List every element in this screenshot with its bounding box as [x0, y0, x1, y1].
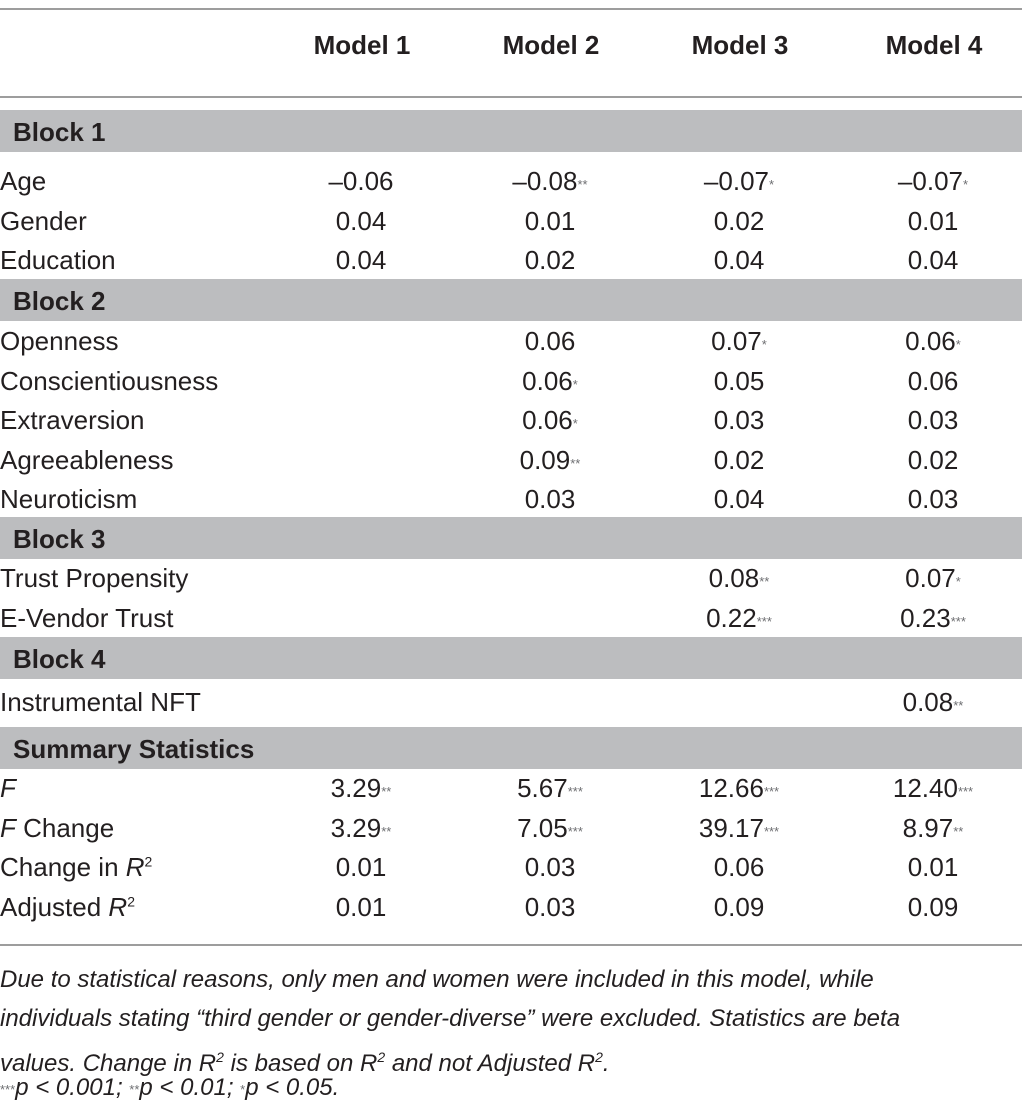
significance-marker: **	[953, 698, 964, 713]
table-note	[0, 960, 1010, 1083]
significance-marker: **	[577, 177, 588, 192]
row-label: Adjusted $R^2$	[0, 891, 135, 922]
significance-marker: *	[572, 376, 578, 392]
cell-model-3: –0.07*	[703, 166, 775, 196]
row-label: Conscientiousness	[0, 365, 219, 396]
significance-marker: ***	[756, 613, 772, 629]
significance-marker: ***	[763, 823, 780, 839]
table-row	[0, 886, 1022, 926]
cell-model-4: 0.09	[907, 891, 959, 922]
cell-model-3: 0.08**	[708, 563, 770, 593]
column-header-model-1: Model 1	[313, 30, 411, 60]
row-label: Education	[0, 245, 116, 276]
column-header-model-3: Model 3	[691, 30, 789, 60]
cell-model-1: 3.29**	[330, 773, 392, 803]
cell-model-2: –0.08**	[512, 166, 588, 196]
cell-model-4: 0.06	[907, 365, 959, 396]
cell-model-1: 0.04	[335, 205, 387, 236]
block-header	[0, 279, 1022, 321]
block-header	[0, 110, 1022, 152]
cell-model-4: 0.06*	[905, 326, 961, 356]
table-row	[0, 846, 1022, 886]
cell-model-3: 0.09	[713, 891, 765, 922]
significance-footnote: ***p < 0.001; **p < 0.01; *p < 0.05.	[0, 1074, 340, 1101]
significance-marker: **	[759, 574, 770, 589]
cell-model-4: 0.03	[907, 405, 959, 436]
block-title: Block 2	[13, 286, 106, 316]
significance-marker: *	[761, 337, 767, 352]
table-row	[0, 478, 1022, 518]
significance-marker: **	[381, 823, 392, 839]
cell-model-2: 5.67***	[517, 773, 583, 803]
significance-marker: *	[955, 574, 961, 589]
cell-model-2: 0.03	[524, 891, 576, 922]
table-row	[0, 360, 1022, 400]
bottom-rule	[0, 944, 1022, 946]
cell-model-4: 0.08**	[902, 687, 964, 717]
column-header-model-2: Model 2	[502, 30, 600, 60]
cell-model-1: 0.01	[335, 891, 387, 922]
cell-model-2: 0.06*	[522, 405, 578, 436]
note-line-3: values. Change in $R^2$ is based on $R^2$ and not Adjusted $R^2$.	[0, 1049, 610, 1077]
row-label: Neuroticism	[0, 484, 138, 515]
cell-model-1: 3.29**	[330, 812, 392, 843]
significance-marker: *	[572, 416, 578, 432]
row-label: Openness	[0, 326, 119, 356]
table-row	[0, 767, 1022, 807]
block-title: Summary Statistics	[13, 734, 255, 764]
cell-model-2: 0.06*	[522, 365, 578, 396]
row-label: Change in $R^2$	[0, 852, 153, 883]
table-row	[0, 597, 1022, 637]
cell-model-3: 12.66***	[698, 773, 780, 803]
cell-model-4: 0.07*	[905, 563, 961, 593]
block-title: Block 4	[13, 644, 106, 674]
cell-model-4: 0.01	[907, 205, 959, 236]
significance-marker: ***	[567, 784, 583, 799]
row-label: F Change	[0, 812, 115, 843]
cell-model-3: 0.02	[713, 205, 765, 236]
block-title: Block 1	[13, 117, 106, 147]
cell-model-1: 0.01	[335, 852, 387, 883]
cell-model-2: 0.03	[524, 484, 576, 515]
table-row	[0, 160, 1022, 200]
row-label: Extraversion	[0, 405, 145, 436]
cell-model-1: –0.06	[328, 166, 394, 196]
cell-model-2: 0.06	[524, 326, 576, 356]
table-row	[0, 399, 1022, 439]
significance-marker: ***	[567, 823, 583, 839]
significance-marker: ***	[950, 613, 966, 629]
row-label: Instrumental NFT	[0, 687, 201, 717]
cell-model-3: 0.05	[713, 365, 765, 396]
table-row	[0, 557, 1022, 597]
cell-model-3: 0.04	[713, 245, 765, 276]
cell-model-3: 0.06	[713, 852, 765, 883]
header-rule	[0, 96, 1022, 98]
significance-marker: ***	[763, 784, 780, 799]
table-row	[0, 320, 1022, 360]
row-label: Trust Propensity	[0, 563, 189, 593]
significance-marker: *	[963, 177, 969, 192]
significance-marker: *	[769, 177, 775, 192]
cell-model-2: 0.09**	[519, 444, 581, 475]
cell-model-1: 0.04	[335, 245, 387, 276]
cell-model-4: 12.40***	[892, 773, 974, 803]
cell-model-3: 0.03	[713, 405, 765, 436]
row-label: E-Vendor Trust	[0, 602, 174, 633]
cell-model-2: 0.03	[524, 852, 576, 883]
cell-model-4: 8.97**	[902, 812, 964, 843]
block-header	[0, 517, 1022, 559]
cell-model-4: 0.23***	[900, 602, 966, 633]
table-row	[0, 681, 1022, 721]
block-header	[0, 637, 1022, 679]
block-header	[0, 727, 1022, 769]
column-header-model-4: Model 4	[885, 30, 983, 60]
cell-model-2: 0.02	[524, 245, 576, 276]
cell-model-4: 0.04	[907, 245, 959, 276]
row-label: Gender	[0, 205, 87, 236]
significance-marker: *	[955, 337, 961, 352]
note-line-1: Due to statistical reasons, only men and women were included in this model, while	[0, 966, 874, 993]
cell-model-2: 0.01	[524, 205, 576, 236]
cell-model-4: 0.01	[907, 852, 959, 883]
significance-marker: ***	[957, 784, 974, 799]
cell-model-3: 0.22***	[706, 602, 772, 633]
significance-marker: **	[570, 455, 581, 471]
cell-model-3: 0.04	[713, 484, 765, 515]
table-row	[0, 439, 1022, 479]
table-row	[0, 200, 1022, 240]
significance-marker: **	[381, 784, 392, 799]
cell-model-4: –0.07*	[897, 166, 969, 196]
cell-model-3: 0.02	[713, 444, 765, 475]
block-title: Block 3	[13, 524, 106, 554]
table-row	[0, 239, 1022, 279]
cell-model-3: 0.07*	[711, 326, 767, 356]
row-label: F	[0, 773, 16, 803]
table-row	[0, 807, 1022, 847]
cell-model-2: 7.05***	[517, 812, 583, 843]
row-label: Agreeableness	[0, 444, 174, 475]
table-header	[0, 10, 1022, 96]
significance-marker: **	[953, 823, 964, 839]
note-line-2: individuals stating “third gender or gender-diverse” were excluded. Statistics are beta	[0, 1005, 901, 1032]
cell-model-4: 0.02	[907, 444, 959, 475]
cell-model-3: 39.17***	[698, 812, 780, 843]
cell-model-4: 0.03	[907, 484, 959, 515]
row-label: Age	[0, 166, 47, 196]
